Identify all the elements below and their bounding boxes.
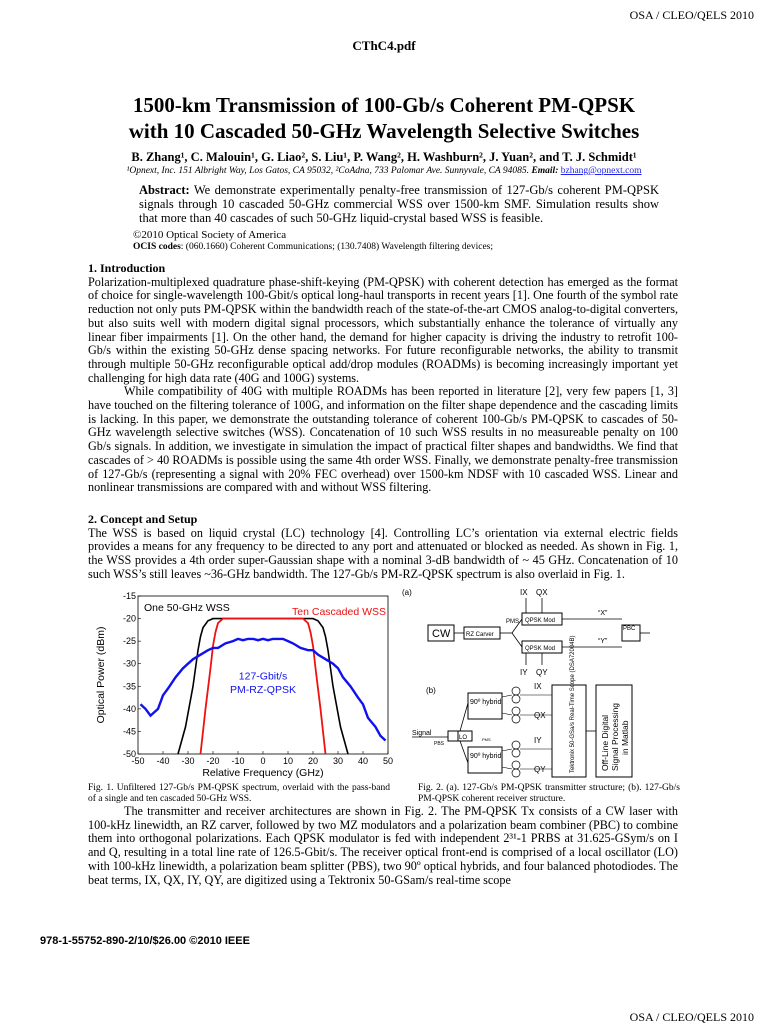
paper-title [30,92,738,144]
rz-carver-label: RZ Carver [466,632,494,638]
section-heading-concept: 2. Concept and Setup [88,512,198,526]
cw-label: CW [432,628,451,640]
chart-annotation: Ten Cascaded WSS [292,606,386,618]
y-tick-label: -40 [122,703,136,714]
pbc-label: PBC [623,626,636,632]
y-tick-label: -45 [122,726,136,737]
isbn-footer: 978-1-55752-890-2/10/$26.00 ©2010 IEEE [40,935,250,947]
affiliation-text: ¹Opnext, Inc. 151 Albright Way, Los Gatos, CA 95032, ²CoAdna, 733 Palomar Ave. Sunnyvale, CA 94085. [126,166,530,176]
hybrid-x-box [468,693,502,719]
y-tick-label: -20 [122,613,136,624]
x-tick-label: 40 [357,756,369,766]
ocis-label: OCIS codes [133,242,181,252]
x-tick-label: -50 [131,756,145,766]
conference-footer: OSA / CLEO/QELS 2010 [629,1010,754,1024]
rx-qy-label: QY [534,765,546,774]
abstract-label: Abstract: [139,183,190,197]
figure-2-diagram [402,585,692,780]
tx-iy-label-bottom: IY [520,668,528,677]
chart-annotation: PM-RZ-QPSK [230,684,296,697]
figure-2-caption: Fig. 2. (a). 127-Gb/s PM-QPSK transmitter structure; (b). 127-Gb/s PM-QPSK coherent receiver structure. [418,783,680,804]
email-label: Email: [531,166,559,176]
x-pol-label: “X” [598,610,608,617]
y-tick-label: -30 [122,658,136,669]
hybrid-x-label: 90º hybrid [470,699,502,706]
copyright-notice: ©2010 Optical Society of America [133,229,287,241]
y-tick-label: -15 [122,591,136,601]
x-tick-label: -40 [156,756,170,766]
rx-pms-label: PMS [482,737,491,742]
figure-1-caption: Fig. 1. Unfiltered 127-Gb/s PM-QPSK spectrum, overlaid with the pass-band of a single and ten cascaded 50-GHz WSS. [88,783,390,804]
x-tick-label: 0 [260,756,266,766]
x-tick-label: 50 [382,756,394,766]
realtime-scope-box [552,685,586,777]
introduction-section [88,262,678,495]
x-tick-label: 20 [307,756,319,766]
concept-paragraph-1: The WSS is based on liquid crystal (LC) technology [4]. Controlling LC’s orientation via external electric fields provides a means for any frequency to be directed to any port and attenuated or blocked as needed. As shown in Fig. 1, the WSS provides a 4th order super-Gaussian shape with a nominal 3-dB bandwidth of ~ 45 GHz. Concatenation of 10 such WSS’s still leaves ~36-GHz bandwidth. The 127-Gb/s PM-RZ-QPSK spectrum is also overlaid in Fig. 1. [88,525,678,581]
qpsk-mod-x-label: QPSK Mod [525,618,556,624]
title-line-2: with 10 Cascaded 50-GHz Wavelength Selective Switches [128,119,640,143]
x-tick-label: -20 [206,756,220,766]
chart-annotation: 127-Gbit/s [238,670,288,683]
hybrid-y-label: 90º hybrid [470,753,502,760]
concept-paragraph-2: The transmitter and receiver architectures are shown in Fig. 2. The PM-QPSK Tx consists of a CW laser with 100-kHz linewidth, an RZ carver, followed by two MZ modulators and a polarization beam combiner (PBC) to combine them into orthogonal polarizations. Each QPSK modulator is fed with independent 2³¹-1 PRBS at 31.625-GSym/s on I and Q, resulting in a total line rate of 126.5-Gbit/s. The receiver optical front-end is comprised of a local oscillator (LO) with 100-kHz linewidth, a polarization beam splitter (PBS), two 90º optical hybrids, and four balanced photodiodes. The beat terms, IX, QX, IY, QY, are digitized using a Tektronix 50-GSam/s real-time scope [88,804,678,887]
x-tick-label: 30 [332,756,344,766]
y-axis-label: Optical Power (dBm) [95,626,107,724]
rx-ix-label: IX [534,682,542,691]
rx-pbs-label: PBS [434,741,445,747]
y-pol-label: “Y” [598,638,608,645]
email-link[interactable]: bzhang@opnext.com [560,166,642,176]
file-name: CThC4.pdf [352,38,416,53]
ocis-text: : (060.1660) Coherent Communications; (130.7408) Wavelength filtering devices; [180,242,494,252]
abstract [139,183,659,225]
affiliations [30,166,738,176]
tx-qy-label-bottom: QY [536,668,548,677]
rx-iy-label: IY [534,736,542,745]
rx-lo-label: LO [459,735,468,741]
concept-continued [88,805,678,887]
hybrid-y-box [468,747,502,773]
concept-section [88,513,678,582]
tx-pms-label: PMS [506,619,520,625]
dsp-label-line-3: in Matlab [620,720,630,755]
transceiver-diagram [402,585,692,780]
ocis-codes [133,242,493,252]
figure-1-chart [90,590,400,780]
title-line-1: 1500-km Transmission of 100-Gb/s Coherent PM-QPSK [132,93,636,117]
intro-paragraph-2: While compatibility of 40G with multiple ROADMs has been reported in literature [2], very few papers [1, 3] have touched on the filtering tolerance of 100G, and information on the filter shape dependence and the cascading limits is lacking. In this paper, we demonstrate the outstanding tolerance of coherent 100-Gb/s PM-QPSK to cascades of 50-GHz wavelength selective switches (WSS). Concatenation of 10 such WSS results in no measureable penalty on 100 Gb/s signals. In addition, we investigate in simulation the impact of practical filter shapes and bandwidths. We find that cascades of > 40 ROADMs is possible using the same 4th order WSS. Finally, we demonstrate penalty-free transmission of 127-Gb/s (representing a signal with 20% FEC overhead) over 1500-km NDSF with 10 cascaded WSS. Linear and nonlinear transmissions are compared with and without WSS filtering. [88,384,678,495]
spectrum-chart [90,590,400,780]
x-axis-label: Relative Frequency (GHz) [202,767,324,779]
x-tick-label: -30 [181,756,195,766]
photodiodes [512,687,520,777]
section-heading-introduction: 1. Introduction [88,261,166,275]
author-list: B. Zhang¹, C. Malouin¹, G. Liao², S. Liu¹, P. Wang², H. Washburn², J. Yuan², and T. J. Schmidt¹ [131,150,637,164]
chart-annotation: One 50-GHz WSS [144,602,230,614]
conference-header: OSA / CLEO/QELS 2010 [629,8,754,22]
dsp-label-line-2: Signal Processing [610,702,620,771]
y-tick-label: -25 [122,636,136,647]
scope-label: Tektronix 50-GSa/s Real-Time Scope (DSA72004B) [570,635,576,773]
x-tick-label: -10 [231,756,245,766]
label-a: (a) [402,588,412,597]
dsp-label-line-1: Off-Line Digital [600,714,610,771]
qpsk-mod-y-label: QPSK Mod [525,646,556,652]
y-tick-label: -50 [122,749,136,759]
tx-qx-label-top: QX [536,588,548,597]
tx-ix-label-top: IX [520,588,528,597]
abstract-text: We demonstrate experimentally penalty-free transmission of 127-Gb/s coherent PM-QPSK signals through 10 cascaded 50-GHz commercial WSS over 1500-km SMF. Simulation results show that more than 40 cascades of such 50-GHz liquid-crystal based WSS is feasible. [139,183,659,225]
rx-qx-label: QX [534,711,546,720]
y-tick-label: -35 [122,681,136,692]
rx-signal-label: Signal [412,730,432,737]
intro-paragraph-1: Polarization-multiplexed quadrature phase-shift-keying (PM-QPSK) with coherent detection has emerged as the format of choice for single-wavelength 100-Gbit/s optical long-haul transports in recent years [1]. One fourth of the symbol rate reduction not only puts PM-QPSK within the bandwidth reach of the state-of-the-art CMOS analog-to-digital converters, but also suits well with modern digital signal processors, which substantially enhance the tolerance of virtually any linear fiber impairments [1]. On the other hand, the demand for higher capacity is driving the industry to retrofit 100-Gb/s within the existing 50-GHz dense spacing networks. For future reconfigurable networks, the ability to transmit through multiple 50-GHz reconfigurable optical add/drop modules (ROADMs) is becoming increasingly important yet challenging for high data rate (40G and 100G) systems. [88,274,678,385]
x-tick-label: 10 [282,756,294,766]
label-b: (b) [426,686,436,695]
